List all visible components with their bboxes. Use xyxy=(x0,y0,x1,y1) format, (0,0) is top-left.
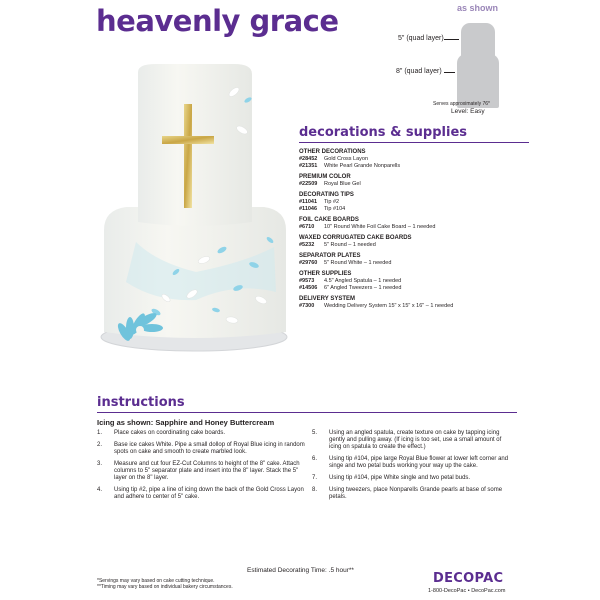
steps-left-column xyxy=(97,430,305,506)
bottom-tier-leader xyxy=(444,72,455,73)
supply-item-text: 5" Round – 1 needed xyxy=(324,242,376,248)
top-tier-label: 5" (quad layer) xyxy=(398,35,444,42)
step-number: 3. xyxy=(97,461,103,467)
supply-item-text: 4.5" Angled Spatula – 1 needed xyxy=(324,278,402,284)
step-text: Using tip #104, pipe White single and two petal buds. xyxy=(329,475,471,481)
supply-group-title: WAXED CORRUGATED CAKE BOARDS xyxy=(299,235,412,241)
supply-item xyxy=(299,224,549,231)
supply-item xyxy=(299,242,549,249)
supply-group-title: OTHER SUPPLIES xyxy=(299,271,352,277)
supply-item-number: #9573 xyxy=(299,278,315,284)
page-title: heavenly grace xyxy=(96,4,339,38)
as-shown-label: as shown xyxy=(457,3,499,13)
top-tier-shape xyxy=(461,23,495,68)
supply-item-number: #29760 xyxy=(299,260,318,266)
supply-group xyxy=(299,216,549,231)
supply-item-number: #7300 xyxy=(299,303,315,309)
footnote-timing: **Timing may vary based on individual bakery circumstances. xyxy=(97,584,233,590)
cake-photo xyxy=(96,62,296,382)
gold-cross-horizontal xyxy=(162,136,214,144)
supply-group xyxy=(299,173,549,188)
instruction-step xyxy=(97,430,305,437)
difficulty-level: Level: Easy xyxy=(451,108,485,115)
supply-item xyxy=(299,285,549,292)
supply-group xyxy=(299,252,549,267)
estimated-time: Estimated Decorating Time: .5 hour** xyxy=(247,567,354,574)
supply-item-number: #5232 xyxy=(299,242,315,248)
supply-item xyxy=(299,163,549,170)
bottom-tier-label: 8" (quad layer) xyxy=(396,68,442,75)
supply-item-text: 10" Round White Foil Cake Board – 1 needed xyxy=(324,224,436,230)
instruction-step xyxy=(312,456,512,470)
instructions-rule xyxy=(97,412,517,413)
step-text: Base ice cakes White. Pipe a small dollop of Royal Blue icing in random spots on cake and smooth to create marbled look. xyxy=(114,442,305,455)
supply-item-text: Tip #104 xyxy=(324,206,346,212)
supply-item xyxy=(299,199,549,206)
supply-group xyxy=(299,270,549,292)
instruction-step xyxy=(312,430,512,451)
supply-group-title: PREMIUM COLOR xyxy=(299,174,351,180)
step-text: Using an angled spatula, create texture on cake by tapping icing gently and pulling away. (If icing is too set, use a small amount of icing on spatula to create the effect.) xyxy=(329,430,502,450)
footnote-servings: *Servings may vary based on cake cutting technique. xyxy=(97,578,215,584)
supply-group xyxy=(299,148,549,170)
instruction-step xyxy=(312,487,512,501)
supplies-list xyxy=(299,148,549,313)
supply-item-text: Wedding Delivery System 15" x 15" x 16" – 1 needed xyxy=(324,303,454,309)
decopac-logo: DECOPAC xyxy=(433,571,504,586)
supply-item-text: White Pearl Grande Nonparells xyxy=(324,163,401,169)
supply-group xyxy=(299,191,549,213)
footnotes xyxy=(97,578,233,590)
step-text: Measure and cut four EZ-Cut Columns to height of the 8" cake. Attach columns to 5" separator plate and insert into the 8" layer. Stack the 5" layer on the 8" layer. xyxy=(114,461,300,481)
supply-item-number: #21351 xyxy=(299,163,318,169)
supply-group-title: DECORATING TIPS xyxy=(299,192,354,198)
supply-group-title: OTHER DECORATIONS xyxy=(299,149,366,155)
servings-note: Serves approximately 76* xyxy=(433,101,490,107)
gold-cross-vertical xyxy=(184,104,192,208)
step-number: 4. xyxy=(97,487,103,493)
supply-group xyxy=(299,234,549,249)
supply-item-text: 5" Round White – 1 needed xyxy=(324,260,392,266)
supply-item xyxy=(299,181,549,188)
decorations-heading: decorations & supplies xyxy=(299,125,467,140)
contact-info: 1-800-DecoPac • DecoPac.com xyxy=(428,588,506,594)
instruction-step xyxy=(97,487,305,501)
supply-item-number: #6710 xyxy=(299,224,315,230)
instruction-step xyxy=(312,475,512,482)
step-number: 5. xyxy=(312,430,318,436)
supply-item-number: #11041 xyxy=(299,199,318,205)
step-number: 1. xyxy=(97,430,103,436)
supply-item xyxy=(299,260,549,267)
supply-group xyxy=(299,295,549,310)
supply-item-number: #28452 xyxy=(299,156,318,162)
step-text: Using tweezers, place Nonparells Grande pearls at base of some petals. xyxy=(329,487,503,500)
supply-item xyxy=(299,156,549,163)
step-number: 7. xyxy=(312,475,318,481)
instructions-heading: instructions xyxy=(97,395,185,410)
supply-item-text: 6" Angled Tweezers – 1 needed xyxy=(324,285,402,291)
step-number: 2. xyxy=(97,442,103,448)
top-tier-leader xyxy=(444,39,459,40)
steps-right-column xyxy=(312,430,512,506)
supply-group-title: FOIL CAKE BOARDS xyxy=(299,217,359,223)
supply-item-text: Royal Blue Gel xyxy=(324,181,361,187)
supply-group-title: SEPARATOR PLATES xyxy=(299,253,361,259)
instruction-step xyxy=(97,442,305,456)
step-text: Place cakes on coordinating cake boards. xyxy=(114,430,226,436)
supply-item xyxy=(299,206,549,213)
supply-item-text: Tip #2 xyxy=(324,199,340,205)
instruction-step xyxy=(97,461,305,482)
supply-item-number: #11046 xyxy=(299,206,318,212)
step-number: 8. xyxy=(312,487,318,493)
icing-note: Icing as shown: Sapphire and Honey Buttercream xyxy=(97,418,275,427)
supply-group-title: DELIVERY SYSTEM xyxy=(299,296,356,302)
supply-item xyxy=(299,278,549,285)
decorations-rule xyxy=(299,142,529,143)
tier-diagram xyxy=(395,20,515,140)
step-number: 6. xyxy=(312,456,318,462)
supply-item-number: #14506 xyxy=(299,285,318,291)
step-text: Using tip #2, pipe a line of icing down the back of the Gold Cross Layon and adhere to center of 5" cake. xyxy=(114,487,304,500)
supply-item xyxy=(299,303,549,310)
step-text: Using tip #104, pipe large Royal Blue flower at lower left corner and singe and two petal buds working your way up the cake. xyxy=(329,456,509,469)
supply-item-number: #22509 xyxy=(299,181,318,187)
supply-item-text: Gold Cross Layon xyxy=(324,156,369,162)
